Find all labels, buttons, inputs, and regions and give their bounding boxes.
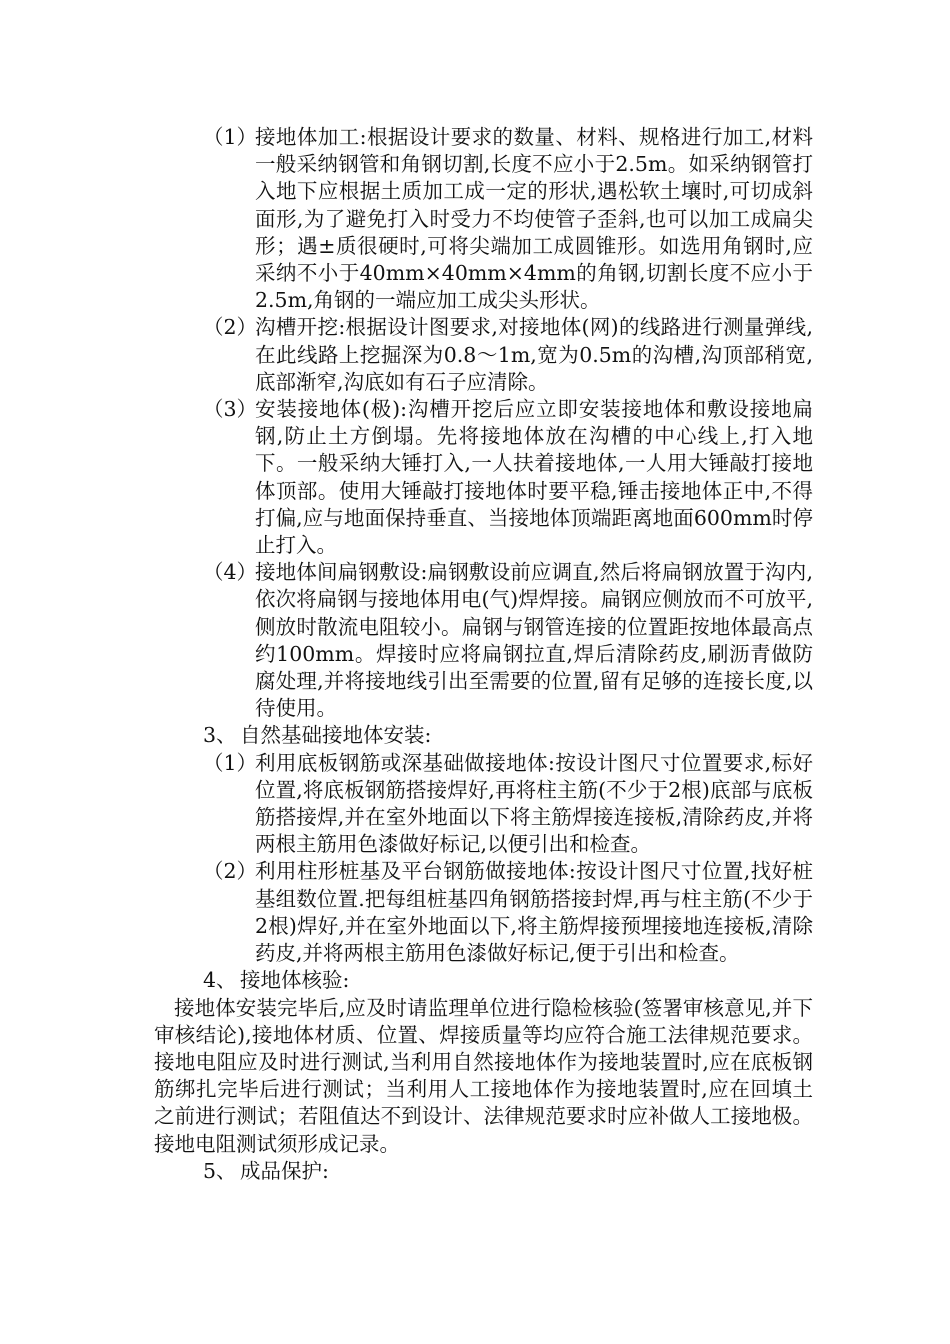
list-item-flat-steel <box>203 559 813 722</box>
section-number: 5、 <box>203 1158 237 1183</box>
item-text: 沟槽开挖:根据设计图要求,对接地体(网)的线路进行测量弹线,在此线路上挖掘深为0.8～1m,宽为0.5m的沟槽,沟顶部稍宽,底部渐窄,沟底如有石子应清除。 <box>255 315 813 394</box>
list-item-baseplate <box>203 750 813 859</box>
section-heading-4 <box>203 967 813 994</box>
item-marker: （2） <box>203 315 258 340</box>
item-text: 利用底板钢筋或深基础做接地体:按设计图尺寸位置要求,标好位置,将底板钢筋搭接焊好,再将柱主筋(不少于2根)底部与底板筋搭接焊,并在室外地面以下将主筋焊接连接板,清除药皮,并将两根主筋用色漆做好标记,以便引出和检查。 <box>255 750 813 857</box>
item-text: 利用柱形桩基及平台钢筋做接地体:按设计图尺寸位置,找好桩基组数位置.把每组桩基四角钢筋搭接封焊,再与柱主筋(不少于2根)焊好,并在室外地面以下,将主筋焊接预埋接地连接板,清除药皮,并将两根主筋用色漆做好标记,便于引出和检查。 <box>255 859 813 966</box>
section-title: 接地体核验: <box>240 968 350 993</box>
document-body <box>154 124 813 1185</box>
section-heading-5 <box>203 1158 813 1185</box>
section-heading-3 <box>203 722 813 749</box>
list-item-trench <box>203 314 813 396</box>
item-text: 接地体间扁钢敷设:扁钢敷设前应调直,然后将扁钢放置于沟内,依次将扁钢与接地体用电(气)焊焊接。扁钢应侧放而不可放平,侧放时散流电阻较小。扁钢与钢管连接的位置距按地体最高点约100mm。焊接时应将扁钢拉直,焊后清除药皮,刷沥青做防腐处理,并将接地线引出至需要的位置,留有足够的连接长度,以待使用。 <box>255 560 813 721</box>
section-title: 自然基础接地体安装: <box>240 723 432 748</box>
item-marker: （3） <box>203 397 258 422</box>
section-title: 成品保护: <box>240 1158 329 1183</box>
section-number: 4、 <box>203 968 237 993</box>
item-text: 接地体加工:根据设计要求的数量、材料、规格进行加工,材料一般采纳钢管和角钢切割,长度不应小于2.5m。如采纳钢管打入地下应根据土质加工成一定的形状,遇松软土壤时,可切成斜面形,为了避免打入时受力不均使管子歪斜,也可以加工成扁尖形；遇±质很硬时,可将尖端加工成圆锥形。如选用角钢时,应采纳不小于40mm×40mm×4mm的角钢,切割长度不应小于2.5m,角钢的一端应加工成尖头形状。 <box>255 125 813 313</box>
section-number: 3、 <box>203 723 237 748</box>
list-item-install <box>203 396 813 559</box>
item-marker: （2） <box>203 859 258 884</box>
paragraph-inspection: 接地体安装完毕后,应及时请监理单位进行隐检核验(签署审核意见,并下审核结论),接地体材质、位置、焊接质量等均应符合施工法律规范要求。接地电阻应及时进行测试,当利用自然接地体作为接地装置时,应在底板钢筋绑扎完毕后进行测试；当利用人工接地体作为接地装置时,应在回填土之前进行测试；若阻值达不到设计、法律规范要求时应补做人工接地极。接地电阻测试须形成记录。 <box>154 995 813 1156</box>
list-item-processing <box>203 124 813 314</box>
list-item-pile <box>203 858 813 967</box>
item-marker: （1） <box>203 750 258 775</box>
item-marker: （4） <box>203 560 258 585</box>
item-text: 安装接地体(极):沟槽开挖后应立即安装接地体和敷设接地扁钢,防止土方倒塌。先将接地体放在沟槽的中心线上,打入地下。一般采纳大锤打入,一人扶着接地体,一人用大锤敲打接地体顶部。使用大锤敲打接地体时要平稳,锤击接地体正中,不得打偏,应与地面保持垂直、当接地体顶端距离地面600mm时停止打入。 <box>255 397 813 558</box>
item-marker: （1） <box>203 125 258 149</box>
